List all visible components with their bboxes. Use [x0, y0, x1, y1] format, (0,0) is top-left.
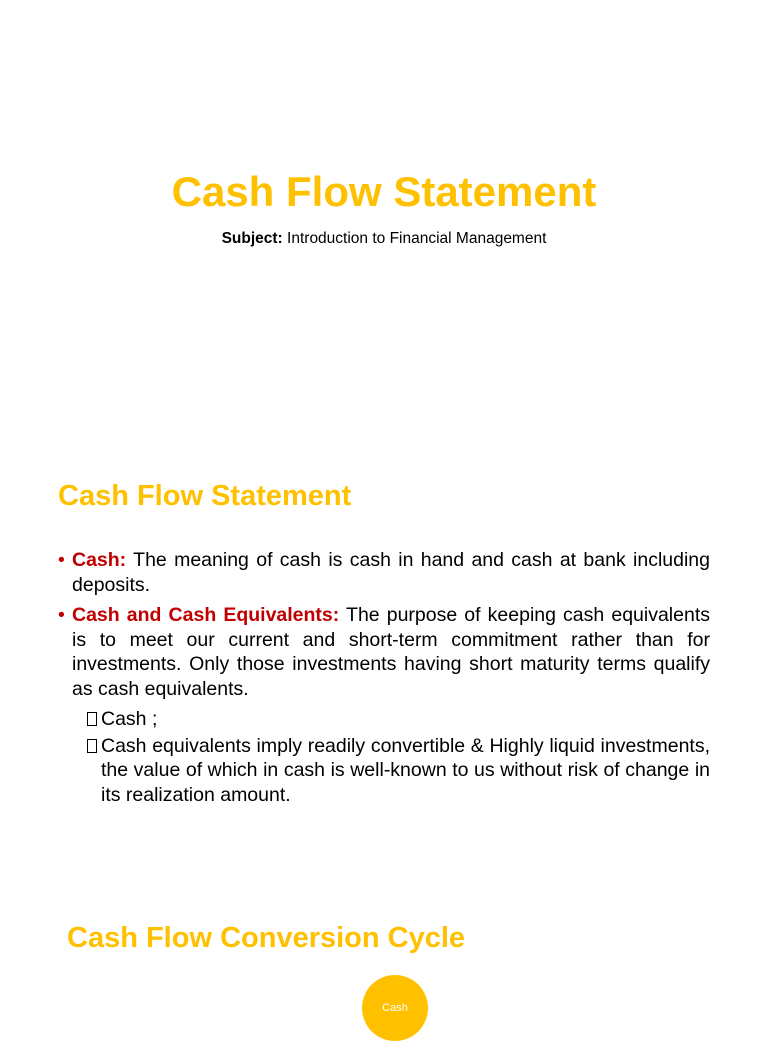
- slide-subtitle: [0, 230, 768, 248]
- bullet-term: Cash and Cash Equivalents:: [72, 604, 340, 626]
- bullet-dot-icon: •: [58, 604, 65, 626]
- sub-bullet-item: [58, 734, 710, 808]
- slide-title: Cash Flow Conversion Cycle: [67, 922, 466, 954]
- definition-slide: [0, 460, 768, 890]
- sub-bullet-text: Cash equivalents imply readily convertible & Highly liquid investments, the value of which in cash is well-known to us without risk of change in its realization amount.: [101, 734, 710, 806]
- bullet-text: The purpose of keeping cash equivalents is to meet our current and short-term commitment rather than for investments. Only those investments having short maturity terms qualify as cash equivalents.: [72, 604, 710, 700]
- bullet-dot-icon: •: [58, 549, 65, 571]
- subject-label: Subject:: [221, 230, 283, 247]
- title-slide: [0, 0, 768, 430]
- slide-title: Cash Flow Statement: [58, 480, 352, 512]
- sub-bullet-text: Cash ;: [101, 708, 158, 730]
- bullet-item: [58, 603, 710, 701]
- missing-glyph-box-icon: [87, 739, 97, 753]
- bullet-text: The meaning of cash is cash in hand and cash at bank including deposits.: [72, 549, 710, 596]
- cycle-node-cash: Cash: [362, 975, 428, 1041]
- slide-content: [58, 548, 710, 807]
- subject-value: Introduction to Financial Management: [287, 230, 547, 247]
- bullet-term: Cash:: [72, 549, 127, 571]
- bullet-item: [58, 548, 710, 597]
- slide-title: Cash Flow Statement: [171, 168, 597, 215]
- missing-glyph-box-icon: [87, 712, 97, 726]
- cycle-slide: [0, 900, 768, 1024]
- sub-bullet-item: [58, 707, 710, 732]
